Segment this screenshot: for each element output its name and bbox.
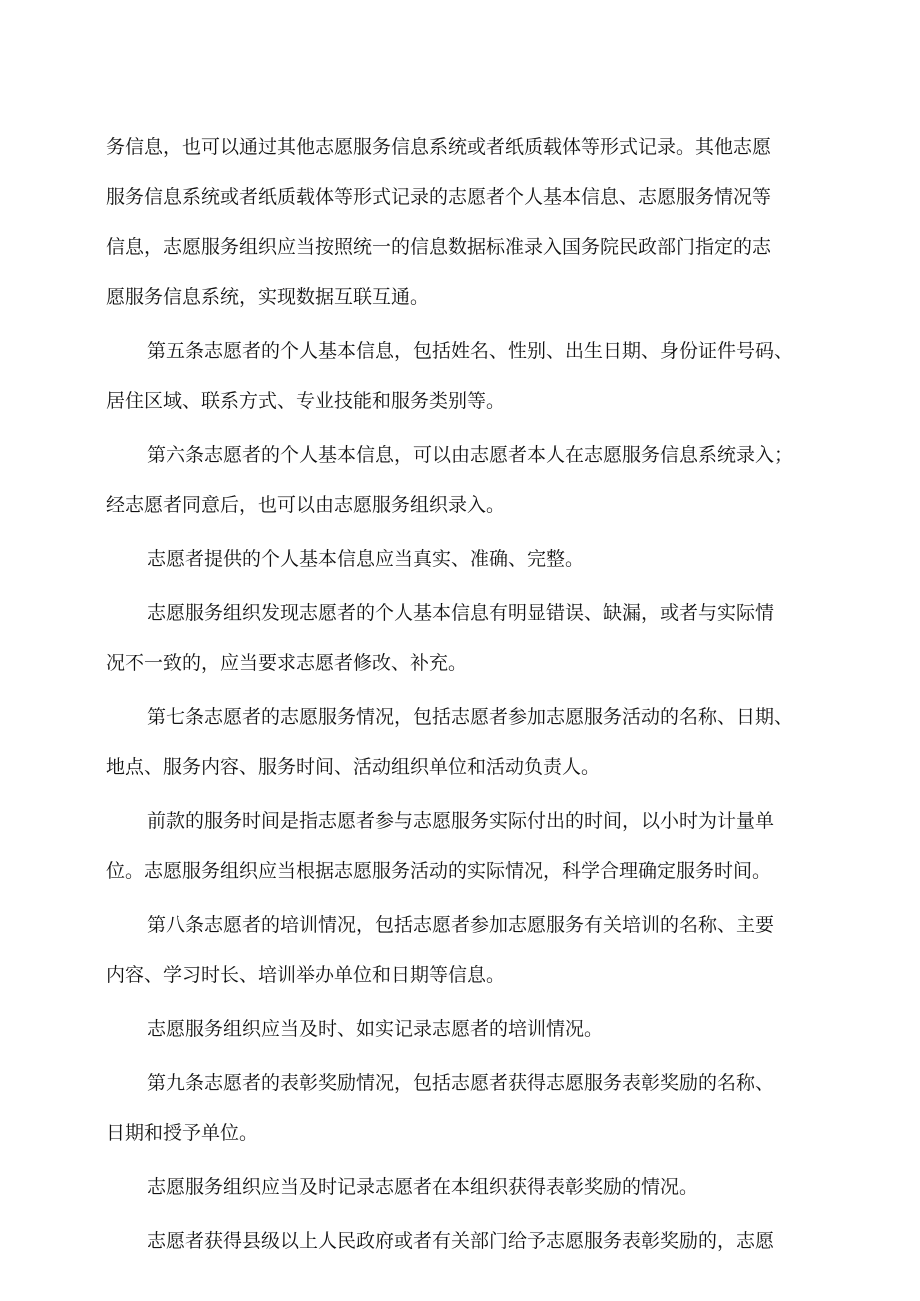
paragraph-article-6-info-accuracy xyxy=(106,534,822,584)
text-line: 第八条志愿者的培训情况，包括志愿者参加志愿服务有关培训的名称、主要 xyxy=(147,914,775,936)
paragraph-article-9-government-awards xyxy=(106,1216,822,1266)
text-line: 志愿服务组织发现志愿者的个人基本信息有明显错误、缺漏，或者与实际情 xyxy=(147,602,775,624)
paragraph-article-8-training-record xyxy=(106,1004,822,1054)
paragraph-article-6-corrections xyxy=(106,588,822,688)
text-line: 志愿服务组织应当及时、如实记录志愿者的培训情况。 xyxy=(147,1018,604,1040)
paragraph-article-9 xyxy=(106,1058,822,1158)
text-line: 况不一致的，应当要求志愿者修改、补充。 xyxy=(106,652,468,674)
paragraph-article-8 xyxy=(106,900,822,1000)
text-line: 服务信息系统或者纸质载体等形式记录的志愿者个人基本信息、志愿服务情况等 xyxy=(106,186,772,208)
text-line: 第五条志愿者的个人基本信息，包括姓名、性别、出生日期、身份证件号码、 xyxy=(147,340,794,362)
text-line: 信息，志愿服务组织应当按照统一的信息数据标准录入国务院民政部门指定的志 xyxy=(106,236,772,258)
text-line: 第七条志愿者的志愿服务情况，包括志愿者参加志愿服务活动的名称、日期、 xyxy=(147,706,794,728)
paragraph-article-7-service-time xyxy=(106,796,822,896)
paragraph-continuation xyxy=(106,122,822,322)
text-line: 愿服务信息系统，实现数据互联互通。 xyxy=(106,286,430,308)
text-line: 志愿者获得县级以上人民政府或者有关部门给予志愿服务表彰奖励的，志愿 xyxy=(147,1230,775,1252)
text-line: 务信息，也可以通过其他志愿服务信息系统或者纸质载体等形式记录。其他志愿 xyxy=(106,136,772,158)
paragraph-article-7 xyxy=(106,692,822,792)
text-line: 位。志愿服务组织应当根据志愿服务活动的实际情况，科学合理确定服务时间。 xyxy=(106,860,772,882)
text-line: 日期和授予单位。 xyxy=(106,1122,259,1144)
text-line: 前款的服务时间是指志愿者参与志愿服务实际付出的时间，以小时为计量单 xyxy=(147,810,775,832)
paragraph-article-9-record-awards xyxy=(106,1162,822,1212)
text-line: 志愿服务组织应当及时记录志愿者在本组织获得表彰奖励的情况。 xyxy=(147,1176,699,1198)
document-body xyxy=(106,122,822,1266)
text-line: 内容、学习时长、培训举办单位和日期等信息。 xyxy=(106,964,506,986)
text-line: 第六条志愿者的个人基本信息，可以由志愿者本人在志愿服务信息系统录入； xyxy=(147,444,794,466)
text-line: 地点、服务内容、服务时间、活动组织单位和活动负责人。 xyxy=(106,756,601,778)
text-line: 经志愿者同意后，也可以由志愿服务组织录入。 xyxy=(106,494,506,516)
text-line: 居住区域、联系方式、专业技能和服务类别等。 xyxy=(106,390,506,412)
text-line: 第九条志愿者的表彰奖励情况，包括志愿者获得志愿服务表彰奖励的名称、 xyxy=(147,1072,775,1094)
paragraph-article-5 xyxy=(106,326,822,426)
paragraph-article-6 xyxy=(106,430,822,530)
text-line: 志愿者提供的个人基本信息应当真实、准确、完整。 xyxy=(147,548,585,570)
